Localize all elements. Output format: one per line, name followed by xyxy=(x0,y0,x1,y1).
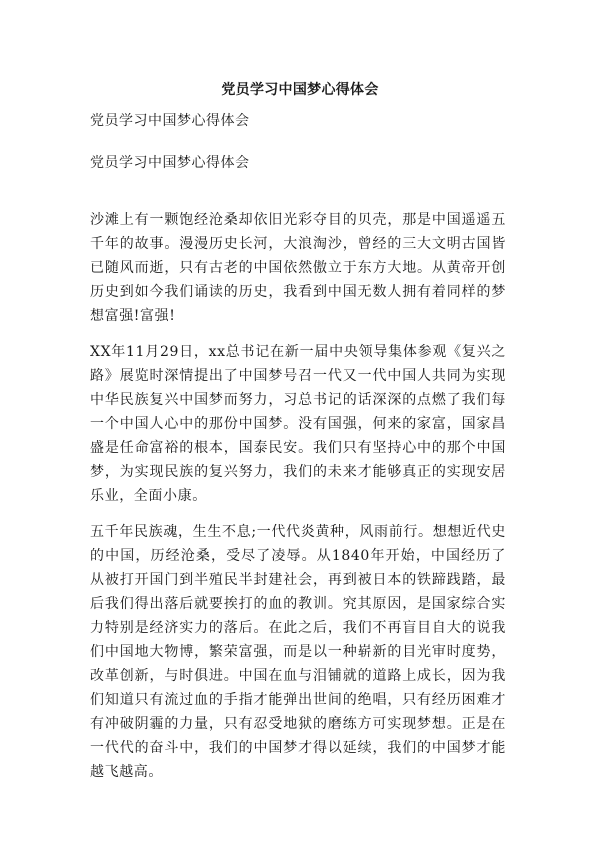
subtitle-line-2: 党员学习中国梦心得体会 xyxy=(90,155,250,171)
subtitle-line-1: 党员学习中国梦心得体会 xyxy=(90,113,250,129)
document-title: 党员学习中国梦心得体会 xyxy=(221,82,379,98)
paragraph-1: 沙滩上有一颗饱经沧桑却依旧光彩夺目的贝壳，那是中国遥遥五千年的故事。漫漫历史长河，大浪淘沙，曾经的三大文明古国皆已随风而逝，只有古老的中国依然傲立于东方大地。从黄帝开创历史到如今我们诵读的历史，我看到中国无数人拥有着同样的梦想富强!富强! xyxy=(90,212,506,324)
paragraph-2: XX年11月29日，xx总书记在新一届中央领导集体参观《复兴之路》展览时深情提出了中国梦号召一代又一代中国人共同为实现中华民族复兴中国梦而努力，习总书记的话深深的点燃了我们每一个中国人心中的那份中国梦。没有国强，何来的家富，国家昌盛是任命富裕的根本，国泰民安。我们只有坚持心中的那个中国梦，为实现民族的复兴努力，我们的未来才能够真正的实现安居乐业，全面小康。 xyxy=(90,344,506,504)
paragraph-3: 五千年民族魂，生生不息;一代代炎黄种，风雨前行。想想近代史的中国，历经沧桑，受尽了凌辱。从1840年开始，中国经历了从被打开国门到半殖民半封建社会，再到被日本的铁蹄践踏，最后我们得出落后就要挨打的血的教训。究其原因，是国家综合实力特别是经济实力的落后。在此之后，我们不再盲目自大的说我们中国地大物博，繁荣富强，而是以一种崭新的目光审时度势，改革创新，与时俱进。中国在血与泪铺就的道路上成长，因为我们知道只有流过血的手指才能弹出世间的绝唱，只有经历困难才有冲破阴霾的力量，只有忍受地狱的磨练方可实现梦想。正是在一代代的奋斗中，我们的中国梦才得以延续，我们的中国梦才能越飞越高。 xyxy=(90,524,506,780)
